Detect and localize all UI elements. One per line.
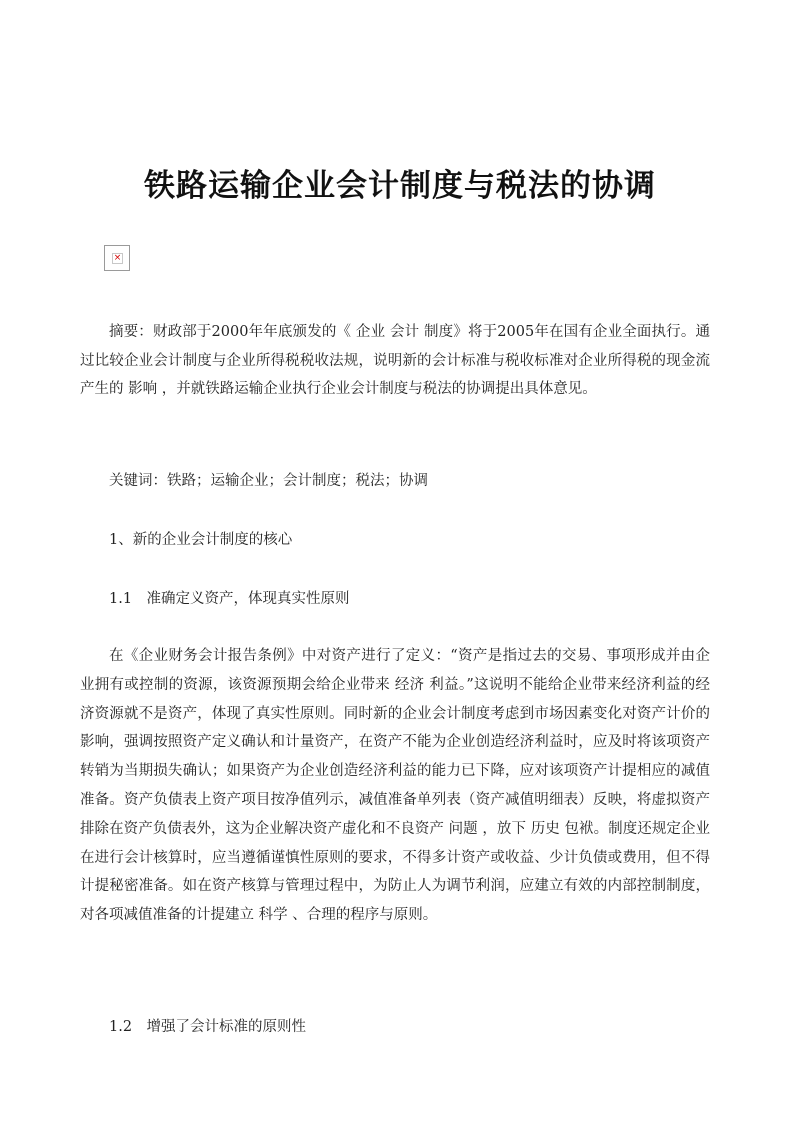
broken-image-icon [104, 245, 130, 271]
section-1-1-body: 在《企业财务会计报告条例》中对资产进行了定义：“资产是指过去的交易、事项形成并由企业拥有或控制的资源，该资源预期会给企业带来 经济 利益。”这说明不能给企业带来经济利益的经济资源就不是资产，体现了真实性原则。同时新的企业会计制度考虑到市场因素变化对资产计价的影响，强调按照资产定义确认和计量资产，在资产不能为企业创造经济利益时，应及时将该项资产转销为当期损失确认；如果资产为企业创造经济利益的能力已下降，应对该项资产计提相应的减值准备。资产负债表上资产项目按净值列示，减值准备单列表（资产减值明细表）反映，将虚拟资产排除在资产负债表外，这为企业解决资产虚化和不良资产 问题 ，放下 历史 包袱。制度还规定企业在进行会计核算时，应当遵循谨慎性原则的要求，不得多计资产或收益、少计负债或费用，但不得计提秘密准备。如在资产核算与管理过程中，为防止人为调节利润，应建立有效的内部控制制度，对各项减值准备的计提建立 科学 、合理的程序与原则。 [80, 648, 710, 924]
section-1-heading: 1、新的企业会计制度的核心 [109, 532, 293, 548]
broken-image-x-icon: × [113, 253, 122, 263]
section-1-2-heading: 1.2 增强了会计标准的原则性 [109, 1019, 307, 1035]
section-1-1-heading: 1.1 准确定义资产，体现真实性原则 [109, 591, 350, 607]
document-title: 铁路运输企业会计制度与税法的协调 [144, 168, 656, 204]
abstract-paragraph: 摘要：财政部于2000年年底颁发的《 企业 会计 制度》将于2005年在国有企业全面执行。通过比较企业会计制度与企业所得税税收法规，说明新的会计标准与税收标准对企业所得税的现金流产生的 影响 ，并就铁路运输企业执行企业会计制度与税法的协调提出具体意见。 [80, 324, 710, 397]
keywords-line: 关键词：铁路；运输企业；会计制度；税法；协调 [109, 473, 428, 489]
